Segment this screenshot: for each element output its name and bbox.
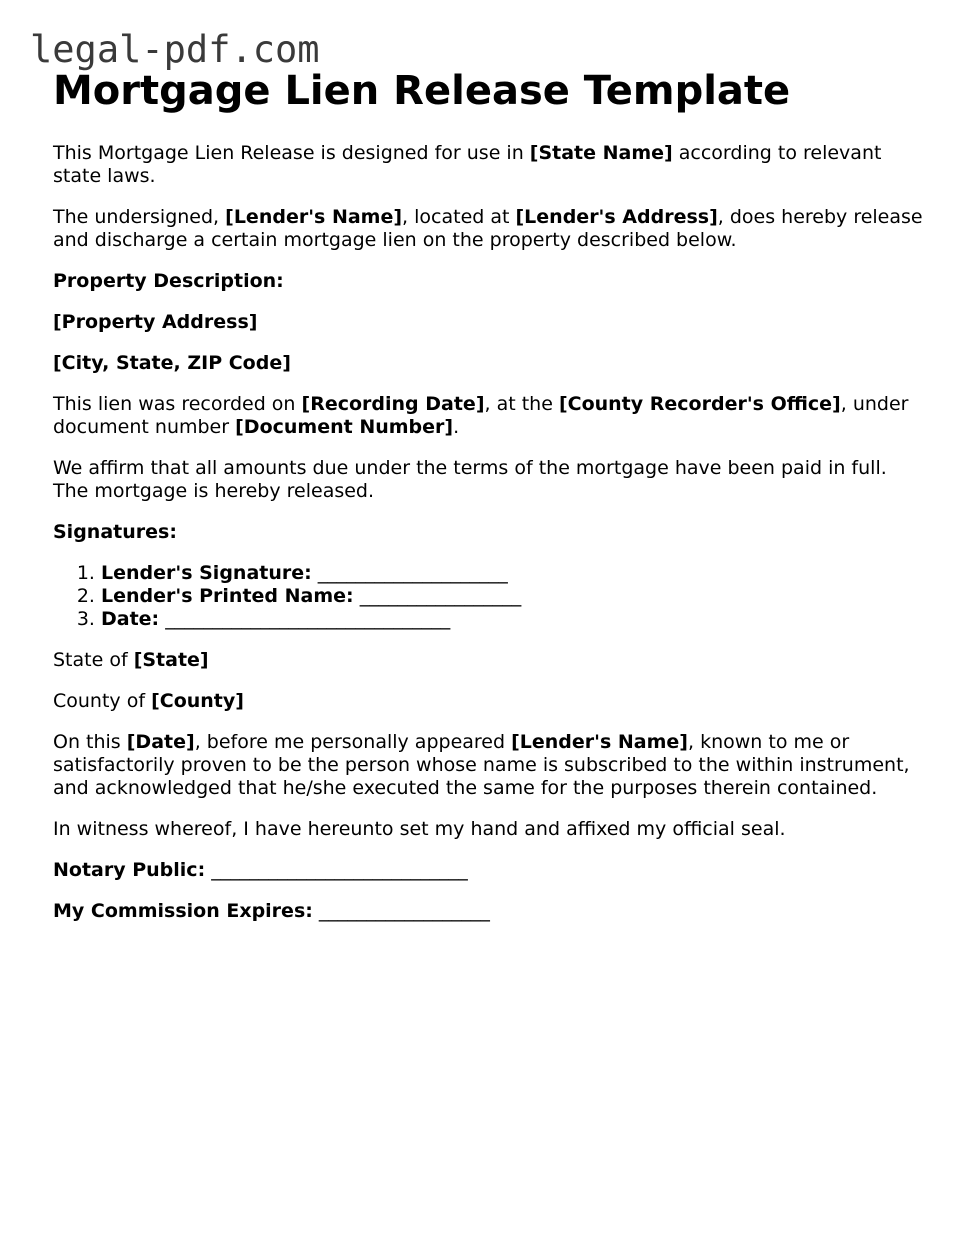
- intro-paragraph: [53, 142, 923, 188]
- ack-lender-name-placeholder: [Lender's Name]: [511, 731, 688, 753]
- recording-text-b: , at the: [484, 393, 559, 415]
- printed-name-line[interactable]: _________________: [359, 585, 522, 607]
- recording-text-d: .: [453, 416, 460, 438]
- county-line: [53, 690, 923, 713]
- release-text-c: , does hereby release and discharge a certain mortgage lien on the property described below.: [53, 206, 923, 251]
- acknowledgment-paragraph: [53, 731, 923, 800]
- commission-expires-label: My Commission Expires:: [53, 900, 313, 922]
- list-item: [101, 608, 923, 631]
- state-placeholder: [State]: [133, 649, 209, 671]
- intro-text-b: according to relevant state laws.: [53, 142, 882, 187]
- city-state-zip-placeholder: [City, State, ZIP Code]: [53, 352, 291, 374]
- property-city-state-zip: [53, 352, 923, 375]
- signature-label: Lender's Signature:: [101, 562, 312, 584]
- state-name-placeholder: [State Name]: [529, 142, 673, 164]
- recording-date-placeholder: [Recording Date]: [301, 393, 485, 415]
- county-prefix: County of: [53, 690, 152, 712]
- property-heading-text: Property Description:: [53, 270, 284, 292]
- list-item: [101, 585, 923, 608]
- property-address-placeholder: [Property Address]: [53, 311, 258, 333]
- county-placeholder: [County]: [151, 690, 244, 712]
- recording-paragraph: [53, 393, 923, 439]
- printed-name-label: Lender's Printed Name:: [101, 585, 354, 607]
- ack-date-placeholder: [Date]: [126, 731, 195, 753]
- signatures-heading-text: Signatures:: [53, 521, 177, 543]
- signature-line[interactable]: ____________________: [317, 562, 508, 584]
- document-body: [53, 66, 923, 941]
- affirm-paragraph: We affirm that all amounts due under the terms of the mortgage have been paid in full. The mortgage is hereby released.: [53, 457, 887, 502]
- recording-text-a: This lien was recorded on: [53, 393, 302, 415]
- release-paragraph: [53, 206, 923, 252]
- property-address: [53, 311, 923, 334]
- document-title: Mortgage Lien Release Template: [53, 68, 791, 114]
- date-line[interactable]: ______________________________: [165, 608, 451, 630]
- state-line: [53, 649, 923, 672]
- ack-text-c: , known to me or satisfactorily proven to be the person whose name is subscribed to the within instrument, and acknowledged that he/she executed the same for the purposes therein contained.: [53, 731, 910, 799]
- signatures-list: [53, 562, 923, 631]
- lender-name-placeholder: [Lender's Name]: [225, 206, 403, 228]
- lender-address-placeholder: [Lender's Address]: [515, 206, 718, 228]
- list-item: [101, 562, 923, 585]
- watermark-logo: legal-pdf.com: [30, 28, 320, 71]
- ack-text-b: , before me personally appeared: [194, 731, 512, 753]
- witness-paragraph: In witness whereof, I have hereunto set my hand and affixed my official seal.: [53, 818, 786, 840]
- property-heading: [53, 270, 923, 293]
- intro-text-a: This Mortgage Lien Release is designed for use in: [53, 142, 530, 164]
- document-number-placeholder: [Document Number]: [235, 416, 454, 438]
- state-prefix: State of: [53, 649, 134, 671]
- notary-public-line: [53, 859, 923, 882]
- commission-expires-line: [53, 900, 923, 923]
- notary-public-label: Notary Public:: [53, 859, 206, 881]
- signatures-heading: [53, 521, 923, 544]
- notary-public-blank[interactable]: ___________________________: [211, 859, 468, 881]
- release-text-a: The undersigned,: [53, 206, 226, 228]
- ack-text-a: On this: [53, 731, 127, 753]
- county-recorder-placeholder: [County Recorder's Office]: [558, 393, 841, 415]
- date-label: Date:: [101, 608, 160, 630]
- recording-text-c: , under document number: [53, 393, 909, 438]
- release-text-b: , located at: [402, 206, 516, 228]
- commission-expires-blank[interactable]: __________________: [318, 900, 490, 922]
